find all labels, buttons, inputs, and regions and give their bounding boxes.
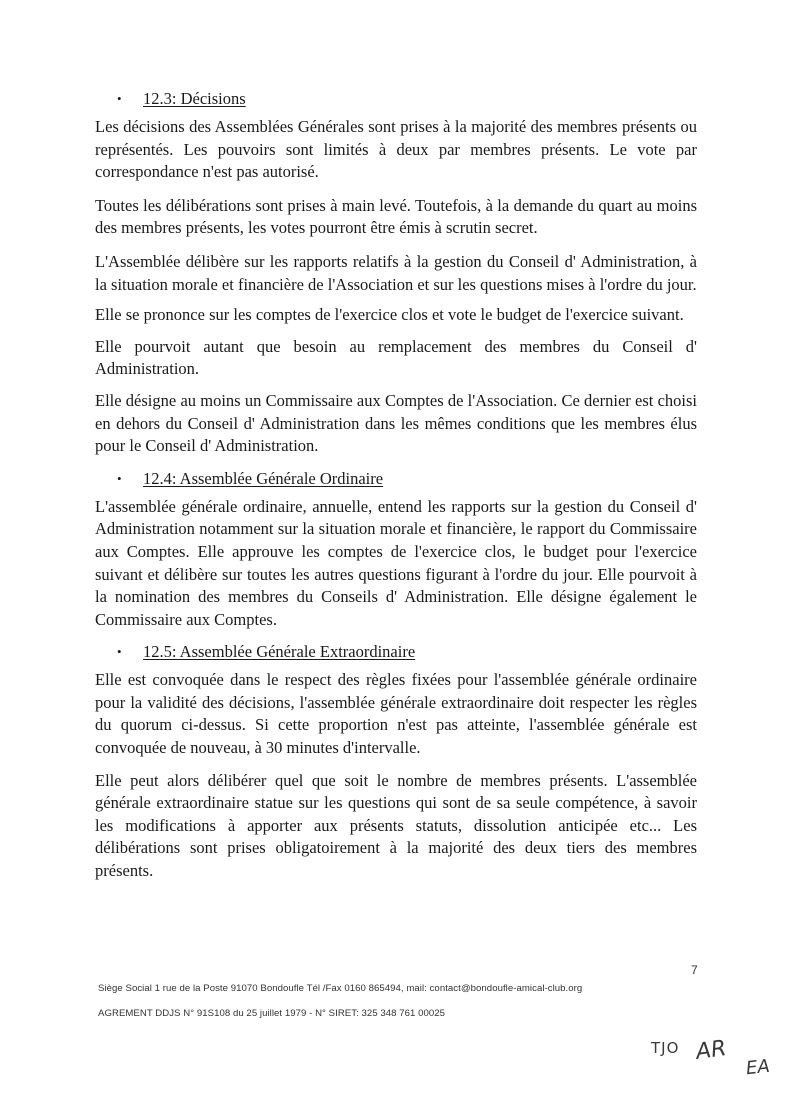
- paragraph: Les décisions des Assemblées Générales sont prises à la majorité des membres présents ou représentés. Les pouvoirs sont limités à deux par membres présents. Le vote par correspondance n'est pas autorisé.: [95, 117, 697, 182]
- page-number: 7: [691, 963, 698, 977]
- paragraph: Elle pourvoit autant que besoin au remplacement des membres du Conseil d' Administration.: [95, 336, 697, 379]
- footer-address: Siège Social 1 rue de la Poste 91070 Bondoufle Tél /Fax 0160 865494, mail: contact@bondoufle-amical-club.org: [98, 983, 583, 994]
- paragraph: Elle se prononce sur les comptes de l'exercice clos et vote le budget de l'exercice suivant.: [95, 305, 684, 325]
- bullet-icon: •: [117, 470, 122, 486]
- handwritten-initials: TJO: [651, 1039, 680, 1057]
- paragraph: Elle est convoquée dans le respect des règles fixées pour l'assemblée générale ordinaire pour la validité des décisions, l'assemblée générale extraordinaire doit respecter les règles du quorum ci-dessus. Si cette proportion n'est pas atteinte, l'assemblée générale est convoquée de nouveau, à 30 minutes d'intervalle.: [95, 670, 697, 758]
- section-title: 12.4: Assemblée Générale Ordinaire: [143, 468, 384, 488]
- bullet-icon: •: [117, 91, 122, 106]
- paragraph: Elle désigne au moins un Commissaire aux Comptes de l'Association. Ce dernier est choisi en dehors du Conseil d' Administration dans les mêmes conditions que les membres élus pour le Conseil d' Administration.: [95, 390, 697, 456]
- document-page: [95, 88, 697, 893]
- paragraph: L'assemblée générale ordinaire, annuelle, entend les rapports sur la gestion du Conseil d' Administration notamment sur la situation morale et financière, le rapport du Commissaire aux Comptes. Elle approuve les comptes de l'exercice clos, le budget pour l'exercice suivant et délibère sur toutes les autres questions figurant à l'ordre du jour. Elle pourvoit à la nomination des membres du Conseils d' Administration. Elle désigne également le Commissaire aux Comptes.: [95, 496, 697, 629]
- handwritten-initials: AR: [694, 1036, 728, 1065]
- paragraph: Elle peut alors délibérer quel que soit le nombre de membres présents. L'assemblée générale extraordinaire statue sur les questions qui sont de sa seule compétence, à savoir les modifications à apporter aux présents statuts, dissolution anticipée etc... Les délibérations sont prises obligatoirement à la majorité des deux tiers des membres présents.: [95, 770, 697, 881]
- section-heading-12-5: [95, 641, 697, 663]
- section-heading-12-3: [95, 88, 697, 110]
- footer-agrement: AGREMENT DDJS N° 91S108 du 25 juillet 1979 - N° SIRET: 325 348 761 00025: [98, 1008, 446, 1019]
- bullet-icon: •: [117, 644, 122, 660]
- handwritten-initials: EA: [744, 1055, 771, 1080]
- section-title: 12.3: Décisions: [143, 89, 246, 108]
- section-title: 12.5: Assemblée Générale Extraordinaire: [143, 642, 416, 662]
- paragraph: L'Assemblée délibère sur les rapports relatifs à la gestion du Conseil d' Administration, à la situation morale et financière de l'Association et sur les questions mises à l'ordre du jour.: [95, 251, 697, 294]
- paragraph: Toutes les délibérations sont prises à main levé. Toutefois, à la demande du quart au moins des membres présents, les votes pourront être émis à scrutin secret.: [95, 195, 697, 238]
- section-heading-12-4: [95, 468, 697, 490]
